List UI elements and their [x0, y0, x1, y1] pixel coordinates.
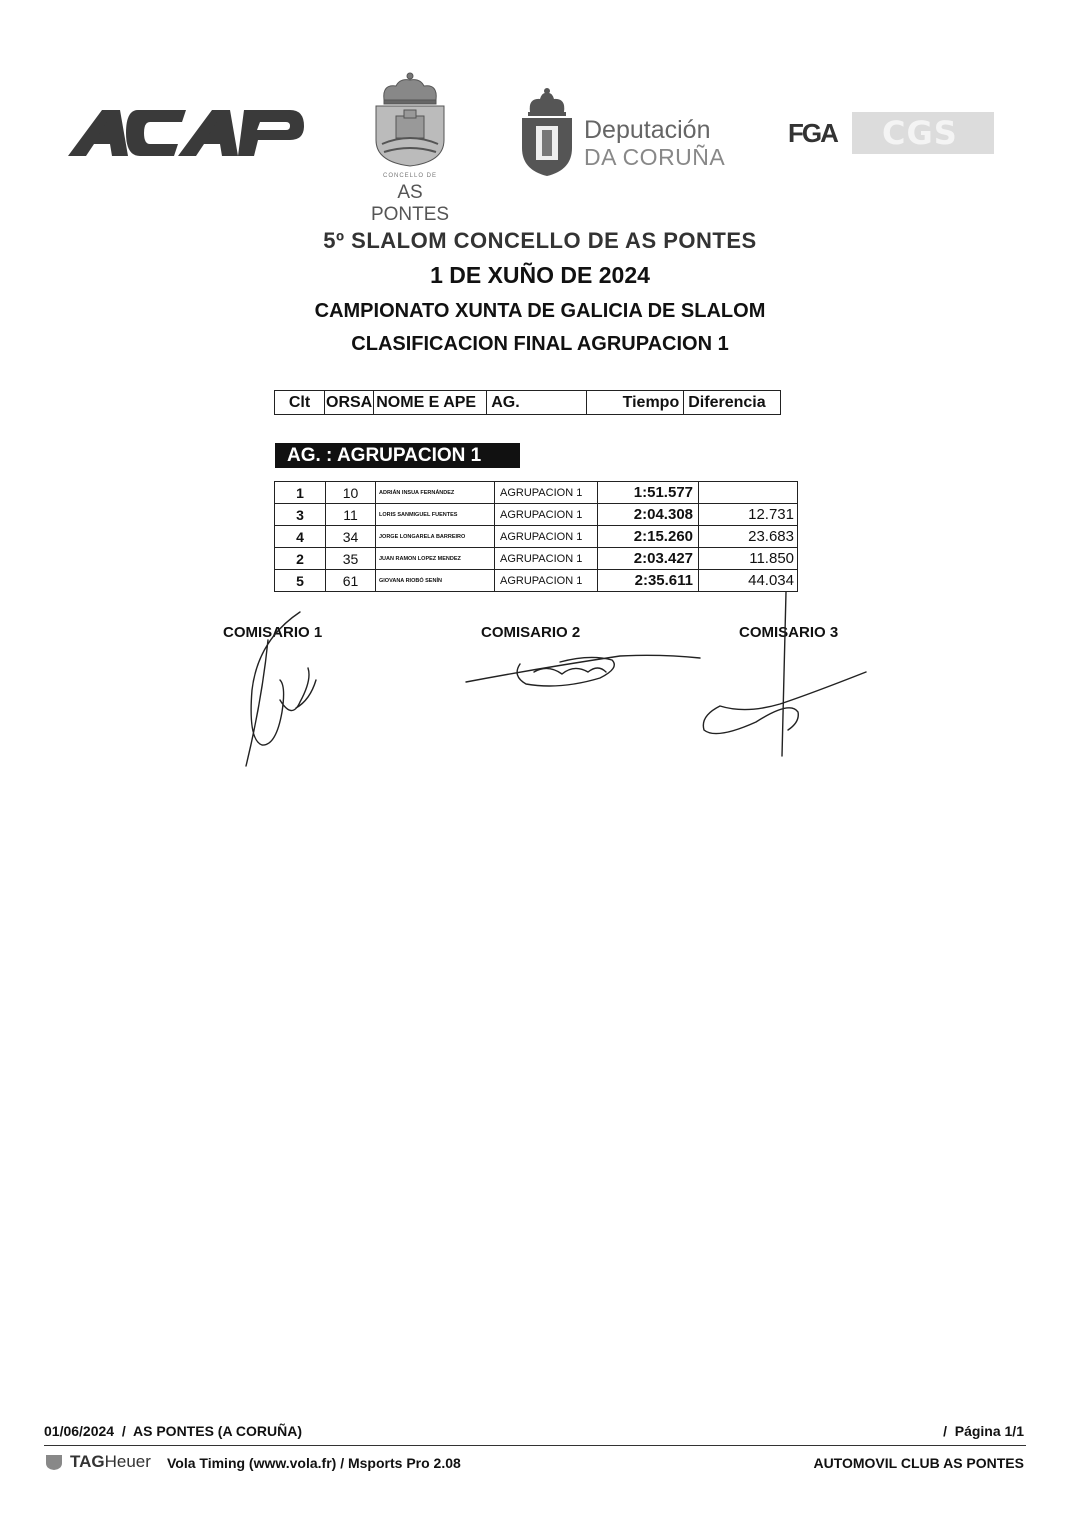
header-ag: AG. [487, 391, 587, 415]
comisario-2-label: COMISARIO 2 [481, 624, 581, 641]
championship-title: CAMPIONATO XUNTA DE GALICIA DE SLALOM [314, 300, 766, 322]
tag-heuer-shield-icon [44, 1453, 64, 1471]
footer-page-number: / Página 1/1 [943, 1423, 1024, 1439]
cell-diff: 11.850 [699, 548, 798, 570]
cell-clt: 1 [275, 482, 326, 504]
cell-time: 2:03.427 [598, 548, 699, 570]
tag-heuer-text-a: TAG [70, 1452, 105, 1471]
footer-place-date: 01/06/2024 / AS PONTES (A CORUÑA) [44, 1423, 303, 1439]
deputacion-crest-icon [516, 86, 578, 178]
cell-ag: AGRUPACION 1 [495, 526, 598, 548]
cell-diff [699, 482, 798, 504]
table-row [275, 504, 798, 526]
cell-orsa: 61 [326, 570, 376, 592]
comisario-3-label: COMISARIO 3 [739, 624, 839, 641]
table-row [275, 570, 798, 592]
cell-name: JUAN RAMON LOPEZ MENDEZ [376, 548, 495, 570]
cell-clt: 4 [275, 526, 326, 548]
event-title: 5º SLALOM CONCELLO DE AS PONTES [323, 228, 757, 253]
table-row [275, 548, 798, 570]
signature-2 [466, 655, 700, 686]
cell-time: 2:15.260 [598, 526, 699, 548]
as-pontes-small-text: CONCELLO DE [382, 173, 437, 179]
cell-clt: 3 [275, 504, 326, 526]
header-tiempo: Tiempo [587, 391, 684, 415]
footer-divider [44, 1445, 1026, 1446]
cell-clt: 5 [275, 570, 326, 592]
cell-ag: AGRUPACION 1 [495, 504, 598, 526]
cell-ag: AGRUPACION 1 [495, 482, 598, 504]
tag-heuer-logo [44, 1452, 162, 1472]
comisario-1-label: COMISARIO 1 [223, 624, 323, 641]
group-label: AG. : AGRUPACION 1 [275, 443, 520, 468]
cell-ag: AGRUPACION 1 [495, 570, 598, 592]
as-pontes-text: AS PONTES [370, 182, 450, 225]
cell-orsa: 34 [326, 526, 376, 548]
fga-cgs-logo [788, 108, 998, 156]
header-clt: Clt [275, 391, 325, 415]
cell-name: GIOVANA RIOBÓ SENÍN [376, 570, 495, 592]
da-coruna-text: DA CORUÑA [584, 144, 726, 170]
tag-heuer-text [70, 1452, 151, 1472]
cell-clt: 2 [275, 548, 326, 570]
tag-heuer-text-b: Heuer [104, 1452, 151, 1471]
header-diferencia: Diferencia [684, 391, 781, 415]
cell-name: ADRIÁN INSUA FERNÁNDEZ [376, 482, 495, 504]
deputacion-logo [516, 86, 726, 178]
cell-name: JORGE LONGARELA BARREIRO [376, 526, 495, 548]
cell-orsa: 35 [326, 548, 376, 570]
signature-3 [703, 592, 866, 756]
cell-time: 1:51.577 [598, 482, 699, 504]
header-nome: NOME E APE [374, 391, 487, 415]
cell-diff: 23.683 [699, 526, 798, 548]
event-date: 1 DE XUÑO DE 2024 [430, 262, 650, 288]
cgs-text: CGS [882, 114, 958, 152]
header-row [275, 391, 781, 415]
footer-club: AUTOMOVIL CLUB AS PONTES [813, 1455, 1024, 1471]
cell-diff: 44.034 [699, 570, 798, 592]
as-pontes-crest-icon [360, 70, 460, 170]
cell-orsa: 11 [326, 504, 376, 526]
cgs-box [852, 112, 994, 154]
fga-text: FGA [788, 118, 837, 148]
table-row [275, 482, 798, 504]
cell-time: 2:04.308 [598, 504, 699, 526]
classification-title: CLASIFICACION FINAL AGRUPACION 1 [351, 333, 729, 355]
table-row [275, 526, 798, 548]
cell-ag: AGRUPACION 1 [495, 548, 598, 570]
cell-time: 2:35.611 [598, 570, 699, 592]
header-orsa: ORSA [325, 391, 374, 415]
column-header-table [274, 390, 781, 415]
as-pontes-logo [360, 70, 460, 225]
results-table [274, 481, 798, 592]
acap-logo [68, 108, 304, 158]
cell-orsa: 10 [326, 482, 376, 504]
footer-software: Vola Timing (www.vola.fr) / Msports Pro 2.08 [167, 1455, 461, 1471]
cell-diff: 12.731 [699, 504, 798, 526]
deputacion-text: Deputación [584, 116, 711, 144]
cell-name: LORIS SANMIGUEL FUENTES [376, 504, 495, 526]
